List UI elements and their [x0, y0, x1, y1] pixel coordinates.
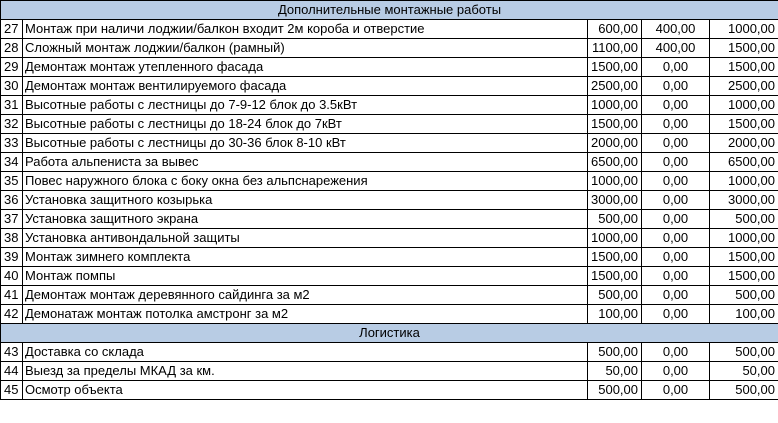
- price-cell: 1100,00: [588, 39, 642, 58]
- price-cell: 1500,00: [588, 115, 642, 134]
- row-number: 35: [1, 172, 23, 191]
- total-cell: 1500,00: [710, 39, 778, 58]
- table-row: [1, 153, 778, 172]
- row-number: 37: [1, 210, 23, 229]
- row-number: 42: [1, 305, 23, 324]
- table-row: [1, 77, 778, 96]
- price-cell: 500,00: [588, 286, 642, 305]
- row-number: 28: [1, 39, 23, 58]
- row-number: 33: [1, 134, 23, 153]
- total-cell: 1000,00: [710, 172, 778, 191]
- service-name: Выезд за пределы МКАД за км.: [23, 362, 588, 381]
- extra-cell: 0,00: [642, 381, 710, 400]
- row-number: 43: [1, 343, 23, 362]
- row-number: 34: [1, 153, 23, 172]
- extra-cell: 400,00: [642, 20, 710, 39]
- service-name: Высотные работы с лестницы до 30-36 блок 8-10 кВт: [23, 134, 588, 153]
- row-number: 30: [1, 77, 23, 96]
- price-cell: 3000,00: [588, 191, 642, 210]
- table-row: [1, 115, 778, 134]
- extra-cell: 0,00: [642, 191, 710, 210]
- extra-cell: 0,00: [642, 210, 710, 229]
- row-number: 31: [1, 96, 23, 115]
- price-cell: 100,00: [588, 305, 642, 324]
- price-cell: 2500,00: [588, 77, 642, 96]
- row-number: 41: [1, 286, 23, 305]
- row-number: 44: [1, 362, 23, 381]
- extra-cell: 0,00: [642, 248, 710, 267]
- service-name: Установка защитного экрана: [23, 210, 588, 229]
- service-name: Высотные работы с лестницы до 7-9-12 блок до 3.5кВт: [23, 96, 588, 115]
- table-row: [1, 362, 778, 381]
- service-name: Установка антивондальной защиты: [23, 229, 588, 248]
- total-cell: 500,00: [710, 343, 778, 362]
- price-cell: 1500,00: [588, 267, 642, 286]
- total-cell: 1000,00: [710, 20, 778, 39]
- table-row: [1, 172, 778, 191]
- price-cell: 50,00: [588, 362, 642, 381]
- table-row: [1, 343, 778, 362]
- table-row: [1, 39, 778, 58]
- table-row: [1, 210, 778, 229]
- extra-cell: 0,00: [642, 229, 710, 248]
- table-row: [1, 229, 778, 248]
- row-number: 39: [1, 248, 23, 267]
- price-cell: 500,00: [588, 343, 642, 362]
- price-cell: 1000,00: [588, 172, 642, 191]
- table-row: [1, 248, 778, 267]
- total-cell: 500,00: [710, 210, 778, 229]
- service-name: Осмотр объекта: [23, 381, 588, 400]
- price-cell: 1000,00: [588, 229, 642, 248]
- total-cell: 500,00: [710, 381, 778, 400]
- service-name: Высотные работы с лестницы до 18-24 блок до 7кВт: [23, 115, 588, 134]
- row-number: 32: [1, 115, 23, 134]
- service-name: Работа альпениста за вывес: [23, 153, 588, 172]
- table-row: [1, 267, 778, 286]
- extra-cell: 0,00: [642, 115, 710, 134]
- total-cell: 2500,00: [710, 77, 778, 96]
- price-cell: 6500,00: [588, 153, 642, 172]
- table-row: [1, 134, 778, 153]
- service-name: Доставка со склада: [23, 343, 588, 362]
- price-cell: 500,00: [588, 381, 642, 400]
- total-cell: 1500,00: [710, 58, 778, 77]
- price-cell: 500,00: [588, 210, 642, 229]
- price-cell: 1500,00: [588, 58, 642, 77]
- extra-cell: 0,00: [642, 286, 710, 305]
- price-cell: 600,00: [588, 20, 642, 39]
- table-row: [1, 20, 778, 39]
- service-name: Демонатаж монтаж потолка амстронг за м2: [23, 305, 588, 324]
- table-body: [1, 1, 778, 400]
- total-cell: 500,00: [710, 286, 778, 305]
- service-name: Повес наружного блока с боку окна без альпснарежения: [23, 172, 588, 191]
- extra-cell: 400,00: [642, 39, 710, 58]
- row-number: 40: [1, 267, 23, 286]
- extra-cell: 0,00: [642, 77, 710, 96]
- total-cell: 1500,00: [710, 115, 778, 134]
- section-header: [1, 1, 778, 20]
- total-cell: 1000,00: [710, 96, 778, 115]
- total-cell: 6500,00: [710, 153, 778, 172]
- extra-cell: 0,00: [642, 172, 710, 191]
- total-cell: 1500,00: [710, 248, 778, 267]
- section-title: Логистика: [1, 324, 778, 343]
- extra-cell: 0,00: [642, 58, 710, 77]
- extra-cell: 0,00: [642, 267, 710, 286]
- service-name: Установка защитного козырька: [23, 191, 588, 210]
- row-number: 27: [1, 20, 23, 39]
- row-number: 29: [1, 58, 23, 77]
- service-name: Монтаж зимнего комплекта: [23, 248, 588, 267]
- extra-cell: 0,00: [642, 362, 710, 381]
- table-row: [1, 305, 778, 324]
- service-name: Сложный монтаж лоджии/балкон (рамный): [23, 39, 588, 58]
- table-row: [1, 191, 778, 210]
- service-name: Монтаж помпы: [23, 267, 588, 286]
- service-name: Демонтаж монтаж вентилируемого фасада: [23, 77, 588, 96]
- extra-cell: 0,00: [642, 153, 710, 172]
- total-cell: 1500,00: [710, 267, 778, 286]
- table-row: [1, 381, 778, 400]
- extra-cell: 0,00: [642, 96, 710, 115]
- price-cell: 2000,00: [588, 134, 642, 153]
- table-row: [1, 96, 778, 115]
- extra-cell: 0,00: [642, 343, 710, 362]
- price-cell: 1500,00: [588, 248, 642, 267]
- total-cell: 2000,00: [710, 134, 778, 153]
- row-number: 36: [1, 191, 23, 210]
- service-name: Демонтаж монтаж утепленного фасада: [23, 58, 588, 77]
- total-cell: 100,00: [710, 305, 778, 324]
- service-name: Монтаж при наличи лоджии/балкон входит 2м короба и отверстие: [23, 20, 588, 39]
- price-cell: 1000,00: [588, 96, 642, 115]
- row-number: 45: [1, 381, 23, 400]
- total-cell: 50,00: [710, 362, 778, 381]
- total-cell: 1000,00: [710, 229, 778, 248]
- table-row: [1, 58, 778, 77]
- extra-cell: 0,00: [642, 134, 710, 153]
- extra-cell: 0,00: [642, 305, 710, 324]
- service-name: Демонтаж монтаж деревянного сайдинга за м2: [23, 286, 588, 305]
- total-cell: 3000,00: [710, 191, 778, 210]
- section-header: [1, 324, 778, 343]
- table-row: [1, 286, 778, 305]
- section-title: Дополнительные монтажные работы: [1, 1, 778, 20]
- row-number: 38: [1, 229, 23, 248]
